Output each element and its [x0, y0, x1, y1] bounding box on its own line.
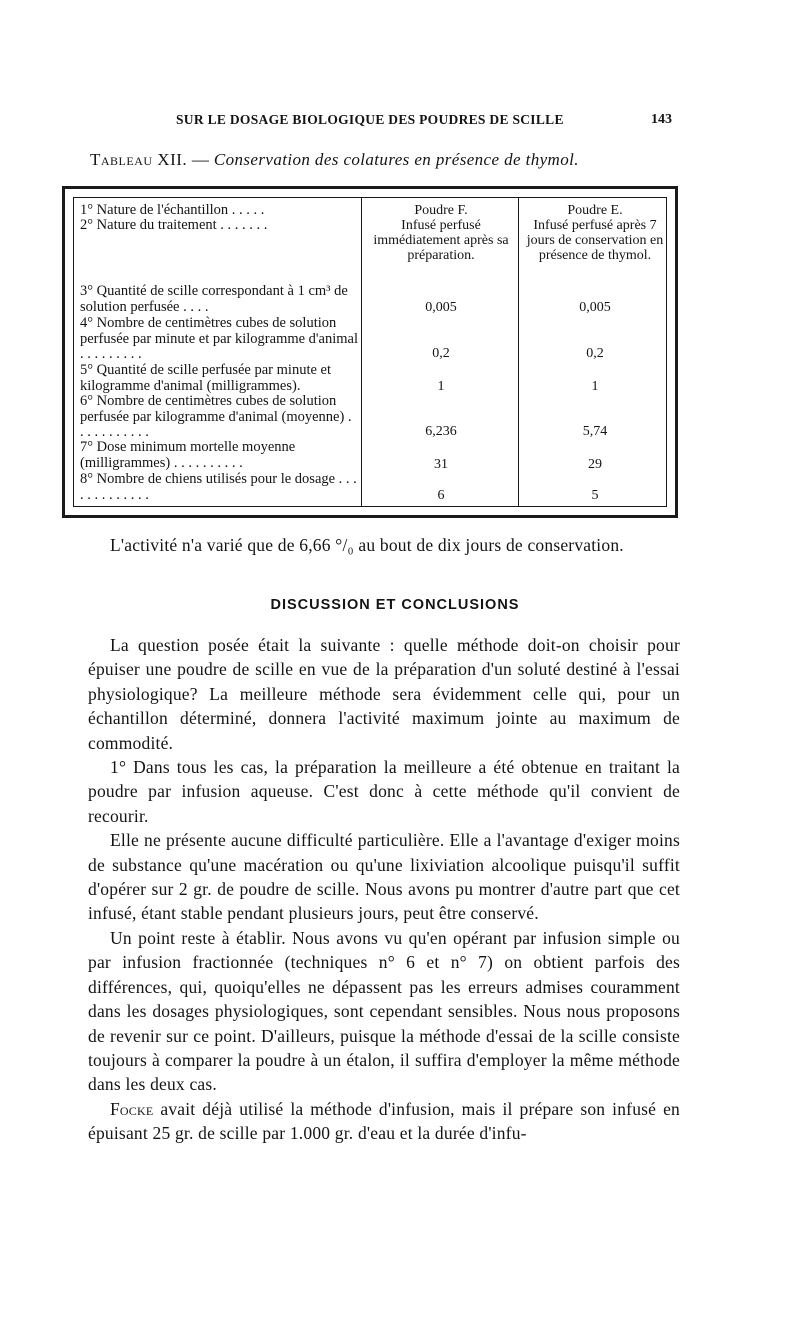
table-caption — [90, 150, 579, 170]
caption-text: Conservation des colatures en présence de thymol. — [213, 150, 579, 169]
activity-note — [88, 533, 680, 557]
paragraph-5 — [88, 1097, 680, 1146]
paragraph-1: La question posée était la suivante : quelle méthode doit-on choisir pour épuiser une poudre de scille en vue de la préparation d'un soluté destiné à l'essai physiologique? La meilleure méthode sera évidemment celle qui, pour un échantillon déterminé, donnera l'activité maximum jointe au maximum de commodité. — [88, 635, 680, 753]
cell-poudre-f: Infusé perfusé immédiatement après sa préparation. — [373, 218, 509, 263]
cell-poudre-e: 1 — [591, 379, 599, 394]
page-number: 143 — [651, 112, 672, 127]
cell-poudre-e: 29 — [588, 457, 602, 472]
row-label: 4° Nombre de centimètres cubes de solution perfusée par minute et par kilogramme d'animal . . . . . . . . . — [80, 315, 359, 363]
paragraph-2: 1° Dans tous les cas, la préparation la meilleure a été obtenue en traitant la poudre par infusion aqueuse. C'est donc à cette méthode qu'il convient de recourir. — [88, 757, 680, 826]
row-label: 5° Quantité de scille perfusée par minute et kilogramme d'animal (milligrammes). — [80, 362, 331, 394]
cell-poudre-e: Poudre E. — [567, 203, 623, 218]
caption-label: Tableau XII. — [90, 150, 188, 169]
cell-poudre-f: 0,2 — [432, 346, 450, 361]
cell-poudre-e: 0,005 — [579, 300, 611, 315]
row-label: 2° Nature du traitement . . . . . . . — [80, 217, 268, 233]
cell-poudre-f: 1 — [437, 379, 445, 394]
table-frame — [73, 197, 667, 507]
note-text: L'activité n'a varié que de 6,66 °/₀ au bout de dix jours de conservation. — [110, 535, 624, 555]
row-label: 3° Quantité de scille correspondant à 1 cm³ de solution perfusée . . . . — [80, 283, 348, 315]
caption-dash: — — [191, 150, 210, 169]
cell-poudre-f: Poudre F. — [414, 203, 468, 218]
cell-poudre-f: 6 — [437, 488, 445, 503]
row-label: 6° Nombre de centimètres cubes de solution perfusée par kilogramme d'animal (moyenne) . . . . . . . . . . . — [80, 393, 352, 441]
body-text — [88, 633, 680, 1146]
cell-poudre-f: 6,236 — [425, 424, 457, 439]
row-label: 1° Nature de l'échantillon . . . . . — [80, 202, 265, 218]
cell-poudre-f: 31 — [434, 457, 448, 472]
section-heading: DISCUSSION ET CONCLUSIONS — [270, 597, 520, 613]
column-divider-2 — [518, 198, 519, 506]
paragraph-4: Un point reste à établir. Nous avons vu qu'en opérant par infusion simple ou par infusion fractionnée (techniques n° 6 et n° 7) on obtient parfois des différences, qui, quoiqu'elles ne dépassent pas les erreurs admises couramment dans les dosages physiologiques, sont cependant sensibles. Nous nous proposons de revenir sur ce point. D'ailleurs, puisque la méthode d'essai de la scille consiste toujours à comparer la poudre à un étalon, il suffira d'employer la même méthode dans les deux cas. — [88, 927, 680, 1095]
column-divider-1 — [361, 198, 362, 506]
author-name: Focke — [110, 1098, 154, 1119]
data-table — [62, 186, 678, 518]
cell-poudre-e: 5 — [591, 488, 599, 503]
row-label: 7° Dose minimum mortelle moyenne (milligrammes) . . . . . . . . . . — [80, 439, 296, 471]
row-label: 8° Nombre de chiens utilisés pour le dosage . . . . . . . . . . . . . — [80, 471, 357, 503]
paragraph-5-text: avait déjà utilisé la méthode d'infusion, mais il prépare son infusé en épuisant 25 gr. de scille par 1.000 gr. d'eau et la durée d'infu- — [88, 1098, 680, 1144]
cell-poudre-f: 0,005 — [425, 300, 457, 315]
cell-poudre-e: 0,2 — [586, 346, 604, 361]
paragraph-3: Elle ne présente aucune difficulté particulière. Elle a l'avantage d'exiger moins de substance qu'une macération ou qu'une lixiviation alcoolique puisqu'il suffit d'opérer sur 2 gr. de poudre de scille. Nous avons pu montrer d'autre part que cet infusé, étant stable pendant plusieurs jours, peut être conservé. — [88, 830, 680, 924]
cell-poudre-e: Infusé perfusé après 7 jours de conservation en présence de thymol. — [526, 218, 664, 263]
running-title: SUR LE DOSAGE BIOLOGIQUE DES POUDRES DE SCILLE — [176, 112, 564, 127]
cell-poudre-e: 5,74 — [582, 424, 608, 439]
